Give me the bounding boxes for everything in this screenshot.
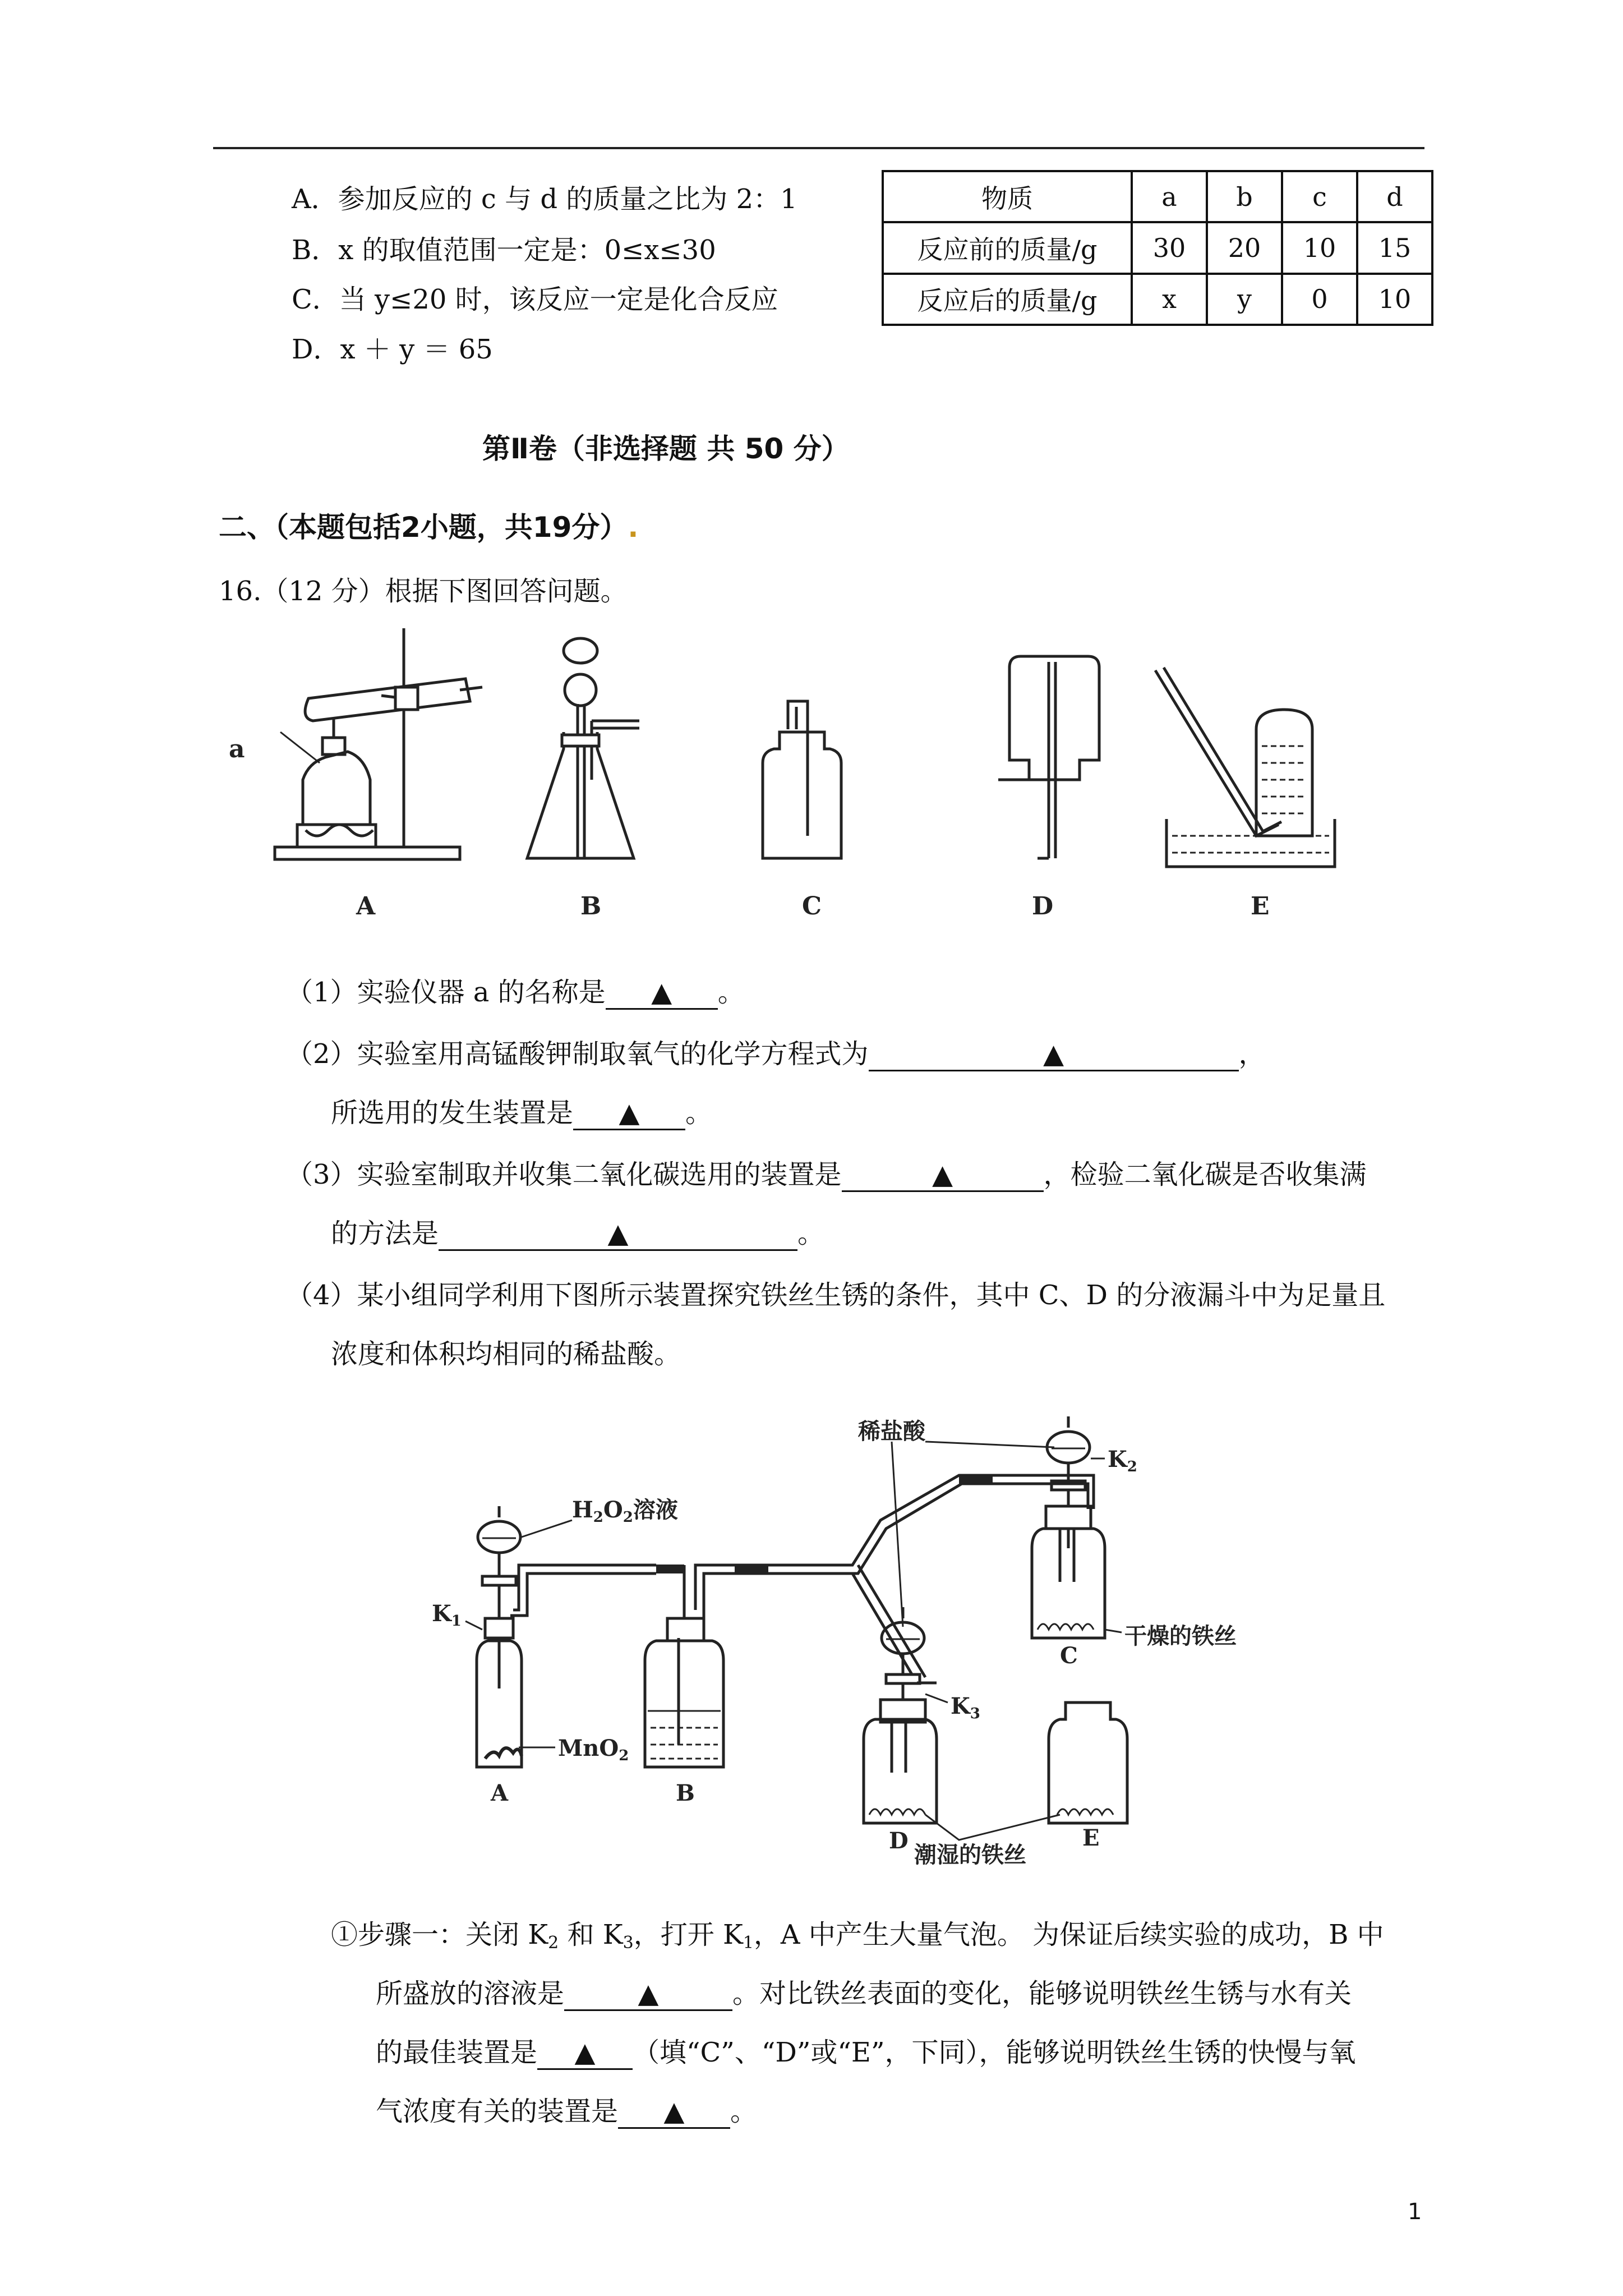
apparatus-e-icon: [1155, 668, 1335, 867]
part2-dot: .: [628, 511, 639, 544]
subq-2-line2-text: 所选用的发生装置是: [331, 1097, 574, 1129]
step1-line3: [376, 2031, 1356, 2070]
answer-blank[interactable]: ▲: [439, 1218, 797, 1251]
subq-3-line2: [331, 1212, 824, 1251]
table-cell: y: [1207, 274, 1282, 325]
table-cell: a: [1132, 171, 1207, 222]
subq-3: [286, 1153, 1367, 1192]
answer-blank[interactable]: ▲: [564, 1978, 732, 2011]
fig1-label-c: C: [802, 892, 822, 921]
table-cell: 物质: [883, 171, 1132, 222]
header-rule: [213, 147, 1424, 149]
table-cell: 15: [1357, 222, 1432, 273]
table-cell: 0: [1282, 274, 1357, 325]
rust-experiment-figure: [421, 1397, 1237, 1879]
bottle-c-icon: [1009, 1416, 1105, 1638]
bottle-a-icon: [477, 1506, 656, 1767]
bottle-label-a: A: [491, 1780, 509, 1806]
bottle-b-icon: [645, 1565, 802, 1767]
subq-4: （4）某小组同学利用下图所示装置探究铁丝生锈的条件，其中 C、D 的分液漏斗中为足量且: [286, 1280, 1386, 1311]
table-cell: x: [1132, 274, 1207, 325]
step1-text: （填“C”、“D”或“E”，下同），能够说明铁丝生锈的快慢与氧: [633, 2037, 1356, 2068]
bottle-label-b: B: [676, 1780, 695, 1806]
bottle-label-d: D: [889, 1828, 909, 1854]
bottle-label-c: C: [1060, 1642, 1078, 1669]
subq-1-text: （1）实验仪器 a 的名称是: [286, 977, 606, 1008]
table-cell: d: [1357, 171, 1432, 222]
option-b: B．x 的取值范围一定是：0≤x≤30: [292, 234, 716, 266]
bottle-e-icon: [1049, 1703, 1127, 1823]
subq-3-end: ，检验二氧化碳是否收集满: [1043, 1159, 1367, 1190]
step1-text: 和 K: [559, 1919, 623, 1950]
table-cell: 反应后的质量/g: [883, 274, 1132, 325]
fig1-label-e: E: [1251, 892, 1270, 921]
answer-blank[interactable]: ▲: [573, 1097, 685, 1130]
table-cell: 30: [1132, 222, 1207, 273]
label-k3: $K_3$: [951, 1693, 980, 1722]
label-wet-iron: 潮湿的铁丝: [914, 1842, 1026, 1868]
option-d: D．x ＋ y ＝ 65: [292, 334, 493, 365]
option-c: C．当 y≤20 时，该反应一定是化合反应: [292, 284, 778, 315]
answer-blank[interactable]: ▲: [606, 977, 718, 1010]
fig1-label-b: B: [580, 892, 602, 921]
answer-blank[interactable]: ▲: [537, 2037, 633, 2070]
step1-line2: [376, 1972, 1352, 2011]
apparatus-d-icon: [998, 656, 1099, 858]
step1-text: 的最佳装置是: [376, 2037, 538, 2068]
step1-text: ，打开 K: [633, 1919, 743, 1950]
subq-3-line2-end: 。: [797, 1218, 825, 1249]
part2-title: [219, 505, 638, 545]
subscript: 3: [623, 1933, 634, 1953]
label-k2: $K_2$: [1108, 1446, 1137, 1475]
label-a: a: [229, 735, 245, 763]
step1-text: ，A 中产生大量气泡。 为保证后续实验的成功，B 中: [753, 1919, 1384, 1950]
table-cell: 10: [1357, 274, 1432, 325]
subscript: 1: [743, 1933, 754, 1953]
subq-2-line2-end: 。: [685, 1097, 713, 1129]
table-header-row: [883, 171, 1432, 222]
answer-blank[interactable]: ▲: [618, 2096, 730, 2129]
subq-1-end: 。: [717, 977, 745, 1008]
page-number: 1: [1408, 2199, 1422, 2225]
apparatus-c-icon: [763, 701, 841, 858]
step1-line1: [331, 1913, 1384, 1953]
bottle-d-icon: [864, 1607, 937, 1823]
step1-text: 。: [730, 2096, 758, 2127]
step1-text: 所盛放的溶液是: [376, 1978, 565, 2009]
label-k1: $K_1$: [432, 1600, 462, 1630]
subq-2: [286, 1032, 1266, 1071]
subq-1: [286, 970, 745, 1010]
label-mno2: MnO$_2$: [558, 1735, 629, 1764]
question-16: 16.（12 分）根据下图回答问题。: [219, 576, 628, 607]
apparatus-a-icon: [275, 628, 482, 859]
subq-3-text: （3）实验室制取并收集二氧化碳选用的装置是: [286, 1159, 842, 1190]
option-a: A．参加反应的 c 与 d 的质量之比为 2：1: [292, 183, 797, 215]
table-row: [883, 222, 1432, 273]
table-cell: c: [1282, 171, 1357, 222]
step1-text: 气浓度有关的装置是: [376, 2096, 619, 2127]
step1-text: 。对比铁丝表面的变化，能够说明铁丝生锈与水有关: [732, 1978, 1352, 2009]
answer-blank[interactable]: ▲: [869, 1038, 1239, 1071]
step1-line4: [376, 2090, 757, 2129]
fig1-label-a: A: [356, 892, 376, 921]
mass-table: [882, 170, 1433, 326]
table-cell: 反应前的质量/g: [883, 222, 1132, 273]
table-cell: 20: [1207, 222, 1282, 273]
subq-3-line2-text: 的方法是: [331, 1218, 439, 1249]
section2-title: 第Ⅱ卷（非选择题 共 50 分）: [482, 432, 850, 465]
apparatus-b-icon: [527, 638, 639, 858]
apparatus-figure: [213, 611, 1424, 948]
label-dry-iron: 干燥的铁丝: [1124, 1623, 1237, 1649]
table-row: [883, 274, 1432, 325]
label-hcl: 稀盐酸: [858, 1418, 925, 1444]
fig1-label-d: D: [1032, 892, 1054, 921]
subq-2-text: （2）实验室用高锰酸钾制取氧气的化学方程式为: [286, 1038, 869, 1070]
label-h2o2: $H_2O_2$溶液: [572, 1497, 678, 1526]
subq-2-end: ，: [1238, 1038, 1266, 1070]
subq-2-line2: [331, 1091, 712, 1130]
bottle-label-e: E: [1082, 1825, 1100, 1851]
part2-title-text: 二、（本题包括2小题，共19分）: [219, 511, 628, 544]
table-cell: 10: [1282, 222, 1357, 273]
step1-text: ①步骤一：关闭 K: [331, 1919, 548, 1950]
table-cell: b: [1207, 171, 1282, 222]
subq-4-line2: 浓度和体积均相同的稀盐酸。: [331, 1338, 681, 1370]
answer-blank[interactable]: ▲: [842, 1159, 1044, 1192]
subscript: 2: [548, 1933, 559, 1953]
